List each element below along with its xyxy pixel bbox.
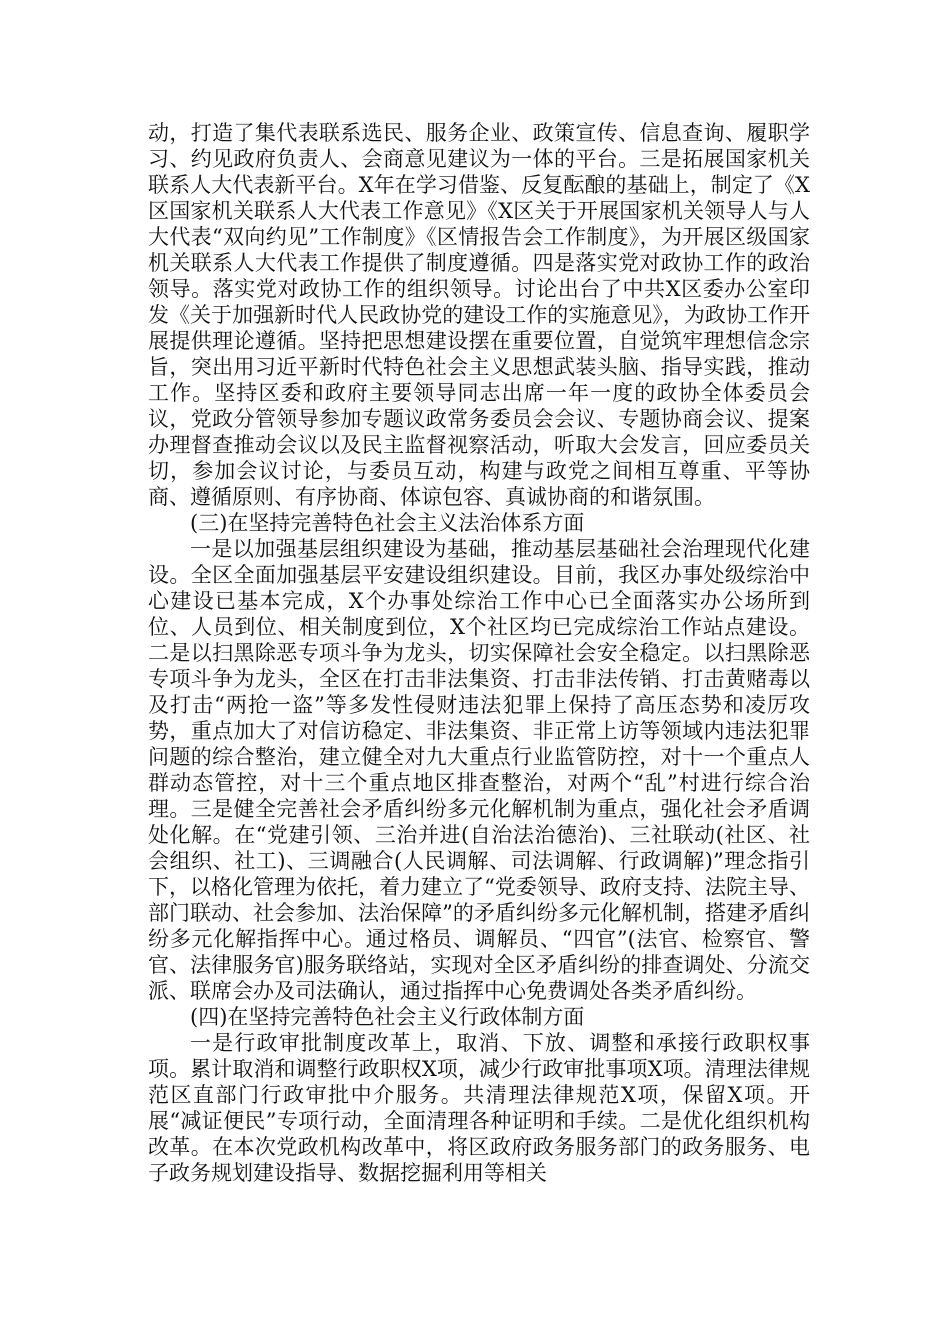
- document-page: [148, 120, 810, 1186]
- paragraph-administrative-system: 一是行政审批制度改革上，取消、下放、调整和承接行政职权事项。累计取消和调整行政职权X项，减少行政审批事项X项。清理法律规范区直部门行政审批中介服务。共清理法律规范X项，保留X项。开展“减证便民”专项行动，全面清理各种证明和手续。二是优化组织机构改革。在本次党政机构改革中，将区政府政务服务部门的政务服务、电子政务规划建设指导、数据挖掘利用等相关: [148, 1031, 810, 1185]
- paragraph-rule-of-law: 一是以加强基层组织建设为基础，推动基层基础社会治理现代化建设。全区全面加强基层平安建设组织建设。目前，我区办事处级综治中心建设已基本完成，X个办事处综治工作中心已全面落实办公场所到位、人员到位、相关制度到位，X个社区均已完成综治工作站点建设。二是以扫黑除恶专项斗争为龙头，切实保障社会安全稳定。以扫黑除恶专项斗争为龙头，全区在打击非法集资、打击非法传销、打击黄赌毒以及打击“两抢一盗”等多发性侵财违法犯罪上保持了高压态势和凌厉攻势，重点加大了对信访稳定、非法集资、非正常上访等领域内违法犯罪问题的综合整治，建立健全对九大重点行业监管防控，对十一个重点人群动态管控，对十三个重点地区排查整治，对两个“乱”村进行综合治理。三是健全完善社会矛盾纠纷多元化解机制为重点，强化社会矛盾调处化解。在“党建引领、三治并进(自治法治德治)、三社联动(社区、社会组织、社工)、三调融合(人民调解、司法调解、行政调解)”理念指引下，以格化管理为依托，着力建立了“党委领导、政府支持、法院主导、部门联动、社会参加、法治保障”的矛盾纠纷多元化解机制，搭建矛盾纠纷多元化解指挥中心。通过格员、调解员、“四官”(法官、检察官、警官、法律服务官)服务联络站，实现对全区矛盾纠纷的排查调处、分流交派、联席会办及司法确认，通过指挥中心免费调处各类矛盾纠纷。: [148, 537, 810, 1003]
- paragraph-continuation: 动，打造了集代表联系选民、服务企业、政策宣传、信息查询、履职学习、约见政府负责人、会商意见建议为一体的平台。三是拓展国家机关联系人大代表新平台。X年在学习借鉴、反复酝酿的基础上，制定了《X区国家机关联系人大代表工作意见》《X区关于开展国家机关领导人与人大代表“双向约见”工作制度》《区情报告会工作制度》，为开展区级国家机关联系人大代表工作提供了制度遵循。四是落实党对政协工作的政治领导。落实党对政协工作的组织领导。讨论出台了中共X区委办公室印发《关于加强新时代人民政协党的建设工作的实施意见》，为政协工作开展提供理论遵循。坚持把思想建设摆在重要位置，自觉筑牢理想信念宗旨，突出用习近平新时代特色社会主义思想武装头脑、指导实践，推动工作。坚持区委和政府主要领导同志出席一年一度的政协全体委员会议，党政分管领导参加专题议政常务委员会会议、专题协商会议、提案办理督查推动会议以及民主监督视察活动，听取大会发言，回应委员关切，参加会议讨论，与委员互动，构建与政党之间相互尊重、平等协商、遵循原则、有序协商、体谅包容、真诚协商的和谐氛围。: [148, 121, 810, 509]
- section-heading-4: (四)在坚持完善特色社会主义行政体制方面: [190, 1005, 585, 1029]
- section-heading-3: (三)在坚持完善特色社会主义法治体系方面: [190, 511, 585, 535]
